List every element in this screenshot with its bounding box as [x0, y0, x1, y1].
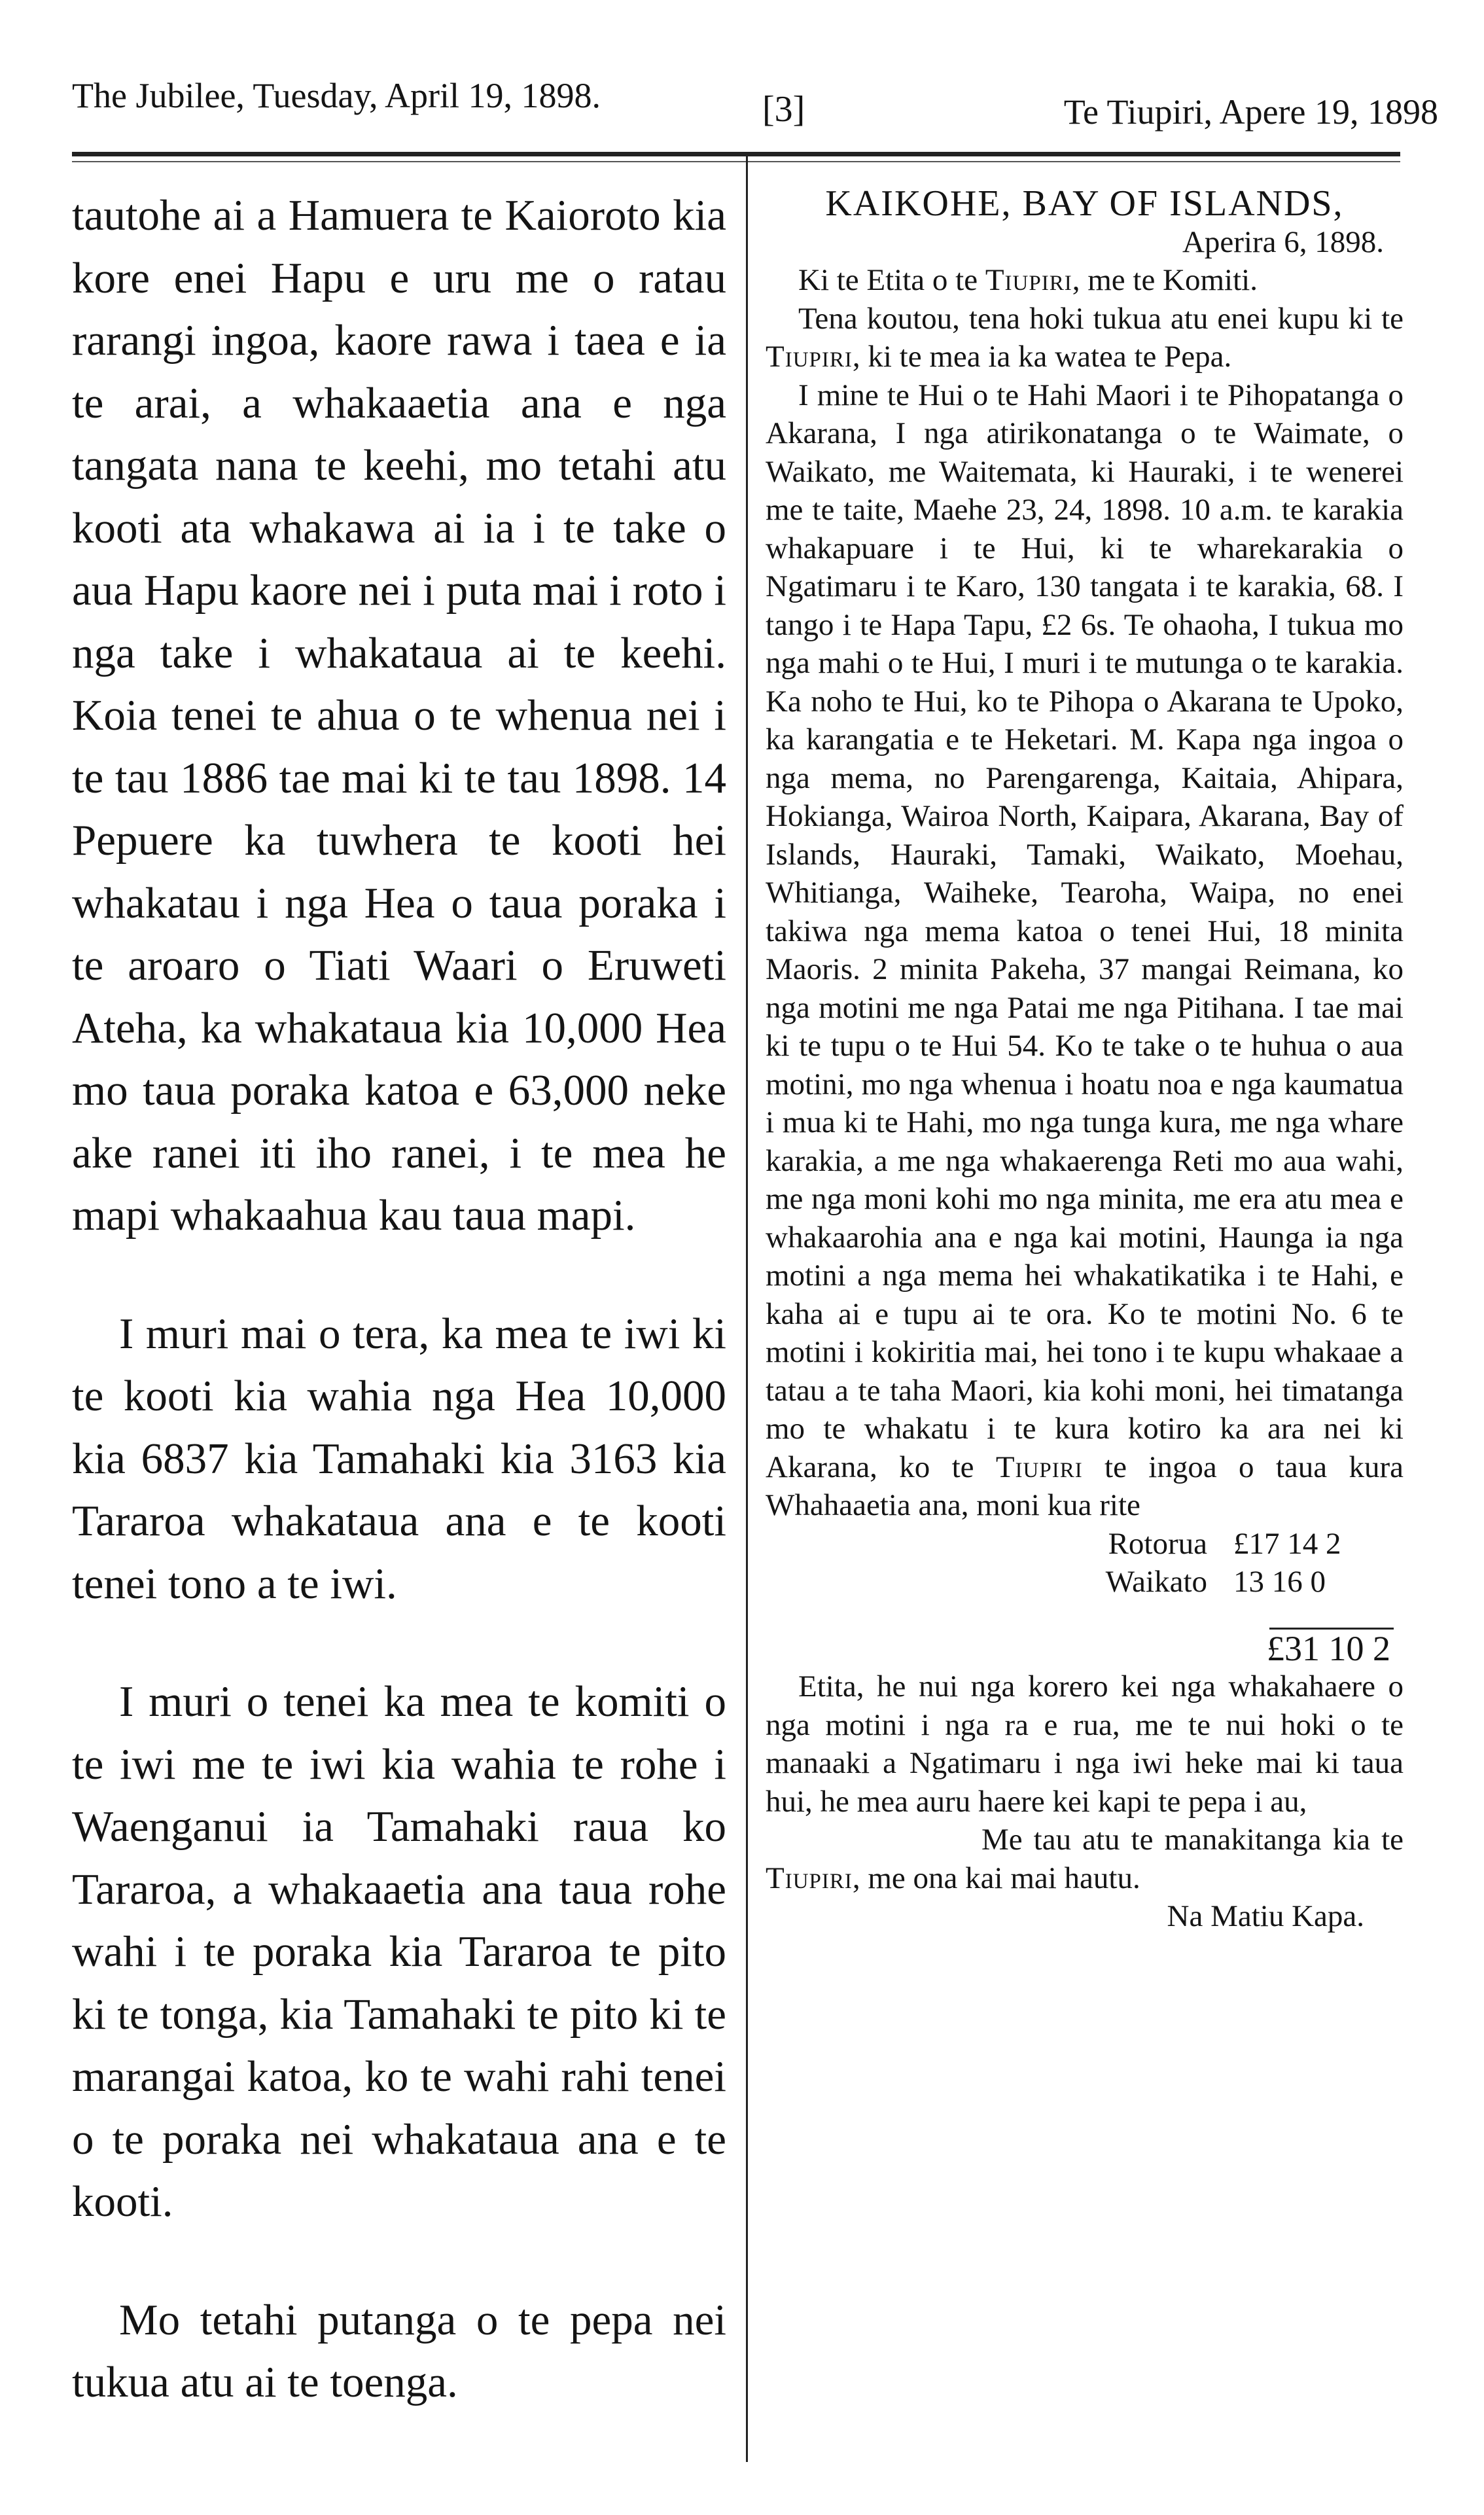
money-label: Rotorua: [1108, 1526, 1207, 1561]
money-total: £31 10 2: [1267, 1628, 1390, 1668]
money-label: Waikato: [1105, 1565, 1207, 1599]
letter-body: I mine te Hui o te Hahi Maori i te Pihopatanga o Akarana, I nga atirikonatanga o te Waimate, o Waikato, me Waitemata, ki Hauraki, i te wenerei me te taite, Maehe 23, 24, 1898. 10 a.m. te karakia whakapuare i te Hui, ki te wharekarakia o Ngatimaru i te Karo, 130 tangata i te karakia, 68. I tango i te Hapa Tapu, £2 6s. Te ohaoha, I tukua mo nga mahi o te Hui, I muri i te mutunga o te karakia. Ka noho te Hui, ko te Pihopa o Akarana te Upoko, ka karangatia e te Heketari. M. Kapa nga ingoa o nga mema, no Parengarenga, Kaitaia, Ahipara, Hokianga, Wairoa North, Kaipara, Akarana, Bay of Islands, Hauraki, Tamaki, Waikato, Moehau, Whitianga, Waiheke, Tearoha, Waipa, no enei takiwa nga mema katoa o tenei Hui, 18 minita Maoris. 2 minita Pakeha, 37 mangai Reimana, ko nga motini me nga Patai me nga Pitihana. I tae mai ki te tupu o te Hui 54. Ko te take o te huhua o aua motini, mo nga whenua i hoatu noa e nga kaumatua i mua ki te Hahi, mo nga tunga kura, me nga whare karakia, a me nga whakaerenga Reti mo aua wahi, me nga moni kohi mo nga minita, me era atu mea e whakaarohia ana e nga kai motini, Haunga ia nga motini a nga mema hei whakatikatika i te Hahi, e kaha ai e tupu ai te ora. Ko te motini No. 6 te motini i kokiritia mai, hei tono i te kupu whakaae a tatau a te taha Maori, kia kohi moni, hei timatanga mo te whakatu i te kura kotiro ka ara nei ki Akarana, ko te Tiupiri te ingoa o taua kura Whahaaetia ana, moni kua rite: [766, 378, 1404, 1522]
money-amount: 13 16 0: [1233, 1565, 1326, 1599]
page-number: [3]: [762, 89, 805, 130]
signature: Na Matiu Kapa.: [1167, 1899, 1364, 1933]
money-amount: £17 14 2: [1233, 1526, 1341, 1561]
column-divider: [746, 152, 748, 2462]
header-left-date: The Jubilee, Tuesday, April 19, 1898.: [72, 76, 601, 115]
letter-intro: Tena koutou, tena hoki tukua atu enei kupu ki te Tiupiri, ki te mea ia ka watea te Pepa.: [766, 301, 1404, 374]
header-rule: [72, 152, 1400, 156]
page-header: [72, 62, 1438, 141]
left-column: [72, 185, 726, 2414]
letter-date: Aperira 6, 1898.: [1182, 224, 1384, 259]
letter-salutation: Ki te Etita o te Tiupiri, me te Komiti.: [798, 263, 1258, 297]
left-paragraph-2: I muri mai o tera, ka mea te iwi ki te kooti kia wahia nga Hea 10,000 kia 6837 kia Tamahaki kia 3163 kia Tararoa whakataua ana e te kooti tenei tono a te iwi.: [72, 1309, 726, 1608]
right-column: [766, 185, 1404, 1936]
header-right-date: Te Tiupiri, Apere 19, 1898: [1063, 92, 1438, 132]
header-rule-thin: [72, 161, 1400, 162]
left-paragraph-3: I muri o tenei ka mea te komiti o te iwi me te iwi kia wahia te rohe i Waenganui ia Tamahaki raua ko Tararoa, a whakaaetia ana taua rohe wahi i te poraka kia Tararoa te pito ki te tonga, kia Tamahaki te pito ki te marangai katoa, ko te wahi rahi tenei o te poraka nei whakataua ana e te kooti.: [72, 1677, 726, 2226]
money-row-waikato: [766, 1563, 1404, 1601]
closing-line: Me tau atu te manakitanga kia te Tiupiri, me ona kai mai hautu.: [766, 1823, 1404, 1895]
money-row-rotorua: [766, 1525, 1404, 1563]
left-paragraph-4: Mo tetahi putanga o te pepa nei tukua atu ai te toenga.: [72, 2295, 726, 2406]
closing-paragraph: Etita, he nui nga korero kei nga whakahaere o nga motini i nga ra e rua, me te nui hoki o te manaaki a Ngatimaru i nga iwi heke mai ki taua hui, he mea auru haere kei kapi te pepa i au,: [766, 1669, 1404, 1819]
left-paragraph-1: tautohe ai a Hamuera te Kaioroto kia kore enei Hapu e uru me o ratau rarangi ingoa, kaore rawa i taea e ia te arai, a whakaaetia ana e nga tangata nana te keehi, mo tetahi atu kooti ata whakawa ai ia i te take o aua Hapu kaore nei i puta mai i roto i nga take i whakataua ai te keehi. Koia tenei te ahua o te whenua nei i te tau 1886 tae mai ki te tau 1898. 14 Pepuere ka tuwhera te kooti hei whakatau i nga Hea o taua poraka i te aroaro o Tiati Waari o Eruweti Ateha, ka whakataua kia 10,000 Hea mo taua poraka katoa e 63,000 neke ake ranei iti iho ranei, i te mea he mapi whakaahua kau taua mapi.: [72, 191, 726, 1240]
letter-heading: KAIKOHE, BAY OF ISLANDS,: [825, 183, 1344, 224]
